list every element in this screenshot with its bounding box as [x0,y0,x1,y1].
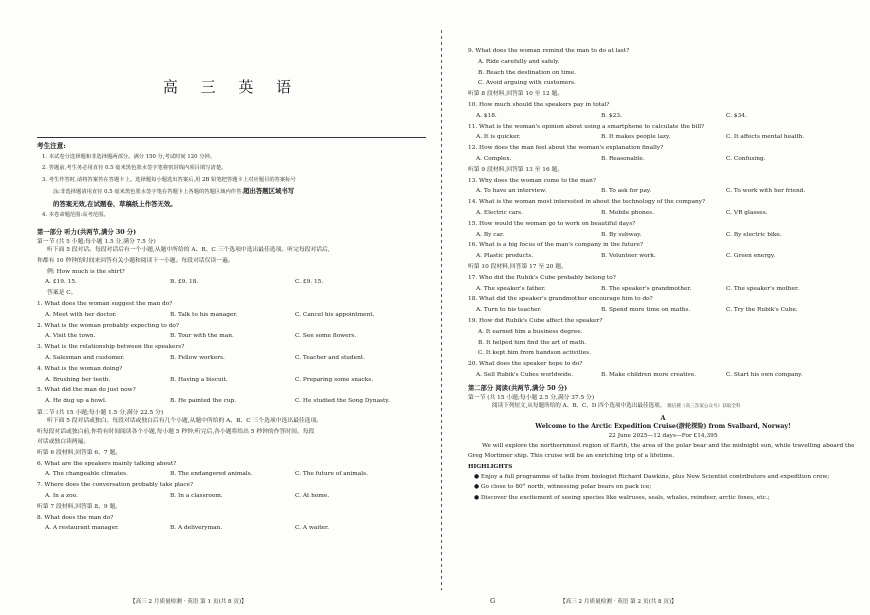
title-rule [37,137,426,138]
option-c: C. Preparing some snacks. [295,376,374,383]
question-12-options [468,154,858,165]
question-7-options [37,491,426,502]
footer-text: 【高三 2 月质量检测 · 英语 第 2 页(共 8 页)】 [560,599,677,605]
question-18-options [468,305,858,316]
question-15-options [468,230,858,241]
question-11: 11. What is the woman's opinion about using a smartphone to calculate the bill? [468,123,705,130]
option-c: C. Cancel his appointment. [295,311,375,318]
question-13: 13. Why does the woman come to the man? [468,177,596,184]
option-a: A. Complex. [476,155,512,162]
option-b: B. Mobile phones. [601,209,654,216]
option-b: B. Fellow workers. [170,355,225,361]
section2-instructions-2: 听每段对话或独白前,你将有时间阅读各个小题,每小题 5 秒钟;听完后,各小题将给出 5 秒钟的作答时间。每段 [37,428,315,435]
option-a: A. In a zoo. [45,492,78,499]
example-question: 例: How much is the shirt? [47,268,125,275]
option-b: B. Tour with the man. [170,333,234,340]
option-c: C. He studied the Song Dynasty. [295,398,390,405]
section2-instructions-1: 听下面 5 段对话或独白。每段对话或独白后有几个小题,从题中所给的 A、B、C 三个选项中选出最佳选项。 [47,417,323,424]
option-b: B. Reasonable. [601,155,645,162]
option-b: B. Talk to his manager. [170,311,238,318]
question-10-options [468,111,858,122]
passage-letter: A [660,413,666,422]
example-answer: 答案是 C。 [47,290,77,297]
option-c: C. See some flowers. [295,333,357,340]
question-2: 2. What is the woman probably expecting to do? [37,322,180,329]
notice-bold: 超出答题区域书写 [243,187,295,196]
section2-heading: 第二节 (共 15 小题;每小题 1.5 分,满分 22.5 分) [37,409,164,416]
material-9-note: 听第 9 段材料,回答第 13 至 16 题。 [468,166,564,173]
option-b: B. The speaker's grandmother. [601,285,692,292]
exam-title: 高 三 英 语 [162,78,301,96]
question-9-option-c: C. Avoid arguing with customers. [478,80,576,87]
question-11-options [468,132,858,143]
notice-block [37,152,426,221]
option-b: B. $23. [601,112,622,119]
question-13-options [468,186,858,197]
notice-line-3c: 的答案无效,在试题卷、草稿纸上作答无效。 [53,199,177,208]
option-c: C. The future of animals. [295,471,368,478]
question-19-option-a: A. It earned him a business degree. [478,328,583,335]
material-7-note: 听第 7 段材料,回答第 8、9 题。 [37,503,122,510]
question-5: 5. What did the man do just now? [37,387,136,394]
notice-line-2: 2. 答题前,考生务必用直径 0.5 毫米黑色墨水签字笔将密封线内项目填写清楚。 [42,165,227,172]
option-a: A. It is quicker. [476,134,521,141]
section3-instructions [468,401,858,412]
option-b: B. By subway. [601,231,642,238]
question-4: 4. What is the woman doing? [37,365,123,372]
notice-heading: 考生注意: [37,142,66,150]
option-a: A. The changeable climates. [45,471,128,478]
question-6: 6. What are the speakers mainly talking about? [37,460,177,467]
question-16: 16. What is a big focus of the man's company in the future? [468,242,644,249]
option-c: C. At home. [295,492,330,499]
example-options [37,277,426,288]
notice-line-1: 1. 本试卷分选择题和非选择题两部分。满分 150 分,考试时间 120 分钟。 [42,154,216,160]
notice-line-4: 4. 本卷命题范围:高考范围。 [42,212,109,219]
question-8-options [37,523,426,534]
notice-line-3: 3. 考生作答时,请将答案答在答题卡上。选择题每小题选出答案后,用 2B 铅笔把答题卡上对应题目的答案标号 [42,176,296,183]
option-a: A. Turn to his teacher. [476,307,542,314]
option-a: A. Brushing her teeth. [45,376,111,383]
passage-paragraph-1: We will explore the northernmost region of Earth, the area of the polar bear and the midnight sun, while travelling aboard the Greg Mortimer ship. This cruise will be an enriching trip of a lifetime. [468,442,855,460]
highlight-bullet-3: ● Discover the excitement of seeing species like walruses, seals, whales, reindeer, arctic foxes, etc.; [474,494,770,501]
question-8: 8. What does the man do? [37,514,114,521]
question-20: 20. What does the speaker hope to do? [468,361,583,368]
option-b: B. It makes people lazy. [601,134,671,141]
section2-instructions-3: 对话或独白读两遍。 [37,439,90,446]
option-b: B. He painted the cup. [170,398,237,405]
question-6-options [37,469,426,480]
option-a: A. Plastic products. [476,253,534,260]
material-6-note: 听第 6 段材料,回答第 6、7 题。 [37,449,122,456]
question-16-options [468,251,858,262]
footer-mark: G [490,597,496,605]
question-14: 14. What is the woman most interested in about the technology of the company? [468,199,706,206]
highlights-heading: HIGHLIGHTS [468,463,513,470]
footer-text: 【高三 2 月质量检测 · 英语 第 1 页(共 8 页)】 [130,599,247,605]
option-a: A. He dug up a bowl. [45,398,107,405]
option-a: A. Visit the town. [45,333,96,340]
option-a: A. $18. [476,112,497,119]
option-c: C. £9. 15. [295,279,324,286]
question-17-options [468,284,858,295]
section1-heading: 第一节 (共 5 小题;每小题 1.5 分,满分 7.5 分) [37,239,156,246]
question-20-options [468,370,858,381]
option-b: B. A deliveryman. [170,525,223,532]
option-a: A. Sell Rubik's Cubes worldwide. [476,371,574,378]
option-b: B. The endangered animals. [170,471,253,478]
option-c: C. Confusing. [726,155,766,162]
part1-heading: 第一部分 听力(共两节,满分 30 分) [37,229,137,237]
option-c: C. Start his own company. [726,371,803,378]
option-c: C. Try the Rubik's Cube. [726,307,798,314]
question-9-option-a: A. Ride carefully and safely. [478,58,560,65]
question-5-options [37,396,426,407]
highlight-bullet-1: ● Enjoy a full programme of talks from biologist Richard Dawkins, plus New Scientist contributors and expedition crew; [474,473,830,480]
option-a: A. £19. 15. [45,279,77,286]
page-1-footer [130,597,496,605]
option-a: A. By car. [476,231,504,238]
option-c: C. By electric bike. [726,231,782,238]
section3-heading: 第一节 (共 15 小题;每小题 2.5 分,满分 37.5 分) [468,394,595,401]
option-b: B. In a classroom. [170,492,223,499]
option-c: C. The speaker's mother. [726,285,799,292]
highlight-bullet-2: ● Go close to 80° north, witnessing polar bears on pack ice; [474,484,652,491]
option-c: C. It affects mental health. [726,134,805,141]
question-3-options [37,353,426,364]
section3-instructions-text: 阅读下列短文,从每题所给的 A、B、C、D 四个选项中选出最佳选项。 [492,402,666,409]
option-c: C. Teacher and student. [295,355,366,361]
option-b: B. To ask for pay. [601,188,652,195]
option-b: B. Make children more creative. [601,371,696,378]
question-14-options [468,208,858,219]
question-19: 19. How did Rubik's Cube affect the speaker? [468,317,603,324]
option-c: C. $34. [726,112,747,119]
option-b: B. Spend more time on maths. [601,307,691,314]
question-3: 3. What is the relationship between the speakers? [37,344,185,351]
question-4-options [37,375,426,386]
part2-heading: 第二部分 阅读(共两节,满分 50 分) [468,384,568,392]
watermark-text: 微信搜《高三答案公众号》获取全科 [667,403,741,409]
question-18: 18. What did the speaker's grandmother encourage him to do? [468,296,653,303]
option-a: A. Meet with her doctor. [45,311,117,318]
material-8-note: 听第 8 段材料,回答第 10 至 12 题。 [468,91,564,98]
section1-instructions-2: 你都有 10 秒钟的时间来回答有关小题和阅读下一小题。每段对话仅读一遍。 [37,258,234,265]
option-b: B. Having a biscuit. [170,376,228,383]
question-10: 10. How much should the speakers pay in total? [468,101,610,108]
option-c: C. VR glasses. [726,209,768,216]
question-19-option-c: C. It kept him from handson activities. [478,350,591,357]
question-9: 9. What does the woman remind the man to do at last? [468,48,630,54]
question-1-options [37,310,426,321]
option-c: C. A waiter. [295,525,329,532]
section1-instructions-1: 听下面 5 段对话。每段对话后有一个小题,从题中所给的 A、B、C 三个选项中选出最佳选项。听完每段对话后, [47,247,330,254]
option-a: A. To have an interview. [476,188,547,195]
question-15: 15. How would the woman go to work on beautiful days? [468,220,636,227]
option-a: A. The speaker's father. [476,285,546,292]
question-9-option-b: B. Reach the destination on time. [478,69,577,76]
question-2-options [37,331,426,342]
passage-date: 22 June 2025—12 days—For £14,395 [608,432,718,439]
option-a: A. Salesman and customer. [45,355,125,361]
question-7: 7. Where does the conversation probably take place? [37,482,194,489]
option-b: B. Volunteer work. [601,253,656,260]
question-19-option-b: B. It helped him find the art of math. [478,339,587,346]
option-a: A. A restaurant manager. [45,525,119,532]
option-c: C. To work with her friend. [726,188,806,195]
question-17: 17. Who did the Rubik's Cube probably belong to? [468,274,616,281]
option-c: C. Green energy. [726,253,776,260]
notice-cont: 涂;非选择题请用直径 0.5 毫米黑色墨水签字笔在答题卡上各题的答题区域内作答, [53,189,244,196]
option-b: B. £9. 18. [170,279,199,286]
notice-line-3b [37,186,426,198]
page-2 [440,0,870,615]
option-a: A. Electric cars. [476,209,523,216]
page-2-footer [560,597,677,605]
passage-title: Welcome to the Arctic Expedition Cruise(游轮探险) from Svalbard, Norway! [535,422,791,430]
question-1: 1. What does the woman suggest the man do? [37,301,173,308]
question-12: 12. How does the man feel about the woman's explanation finally? [468,145,664,152]
material-10-note: 听第 10 段材料,回答第 17 至 20 题。 [468,263,567,270]
